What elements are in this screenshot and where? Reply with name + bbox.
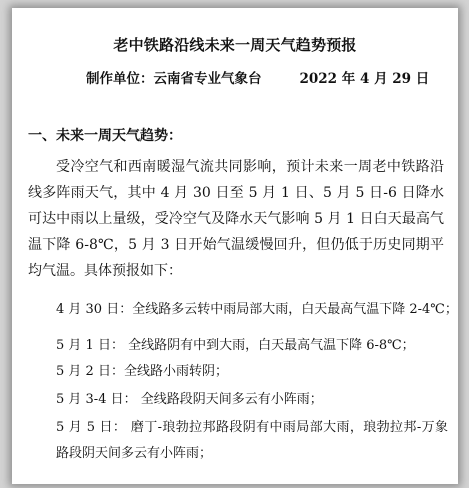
issue-date: 2022 年 4 月 29 日 bbox=[299, 71, 430, 87]
forecast-may-2: 5 月 2 日：全线路小雨转阴； bbox=[56, 364, 228, 379]
forecast-may-3-4: 5 月 3-4 日： 全线路段阴天间多云有小阵雨； bbox=[56, 392, 323, 407]
section-heading: 一、未来一周天气趋势： bbox=[28, 128, 182, 144]
issuer-line bbox=[86, 67, 429, 87]
issuer: 制作单位：云南省专业气象台 bbox=[86, 71, 262, 87]
document-page bbox=[12, 8, 458, 484]
forecast-apr-30: 4 月 30 日：全线路多云转中雨局部大雨，白天最高气温下降 2-4℃； bbox=[56, 302, 458, 317]
forecast-may-1: 5 月 1 日： 全线路阴有中到大雨，白天最高气温下降 6-8℃； bbox=[56, 338, 415, 353]
summary-paragraph: 受冷空气和西南暖湿气流共同影响，预计未来一周老中铁路沿线多阵雨天气，其中 4 月 30 日至 5 月 1 日、5 月 5 日-6 日降水可达中雨以上量级，受冷空气及降水天气影响 5 月 1 日白天最高气温下降 6-8℃，5 月 3 日开始气温缓慢回升，但仍低于历史同期平均气温。具体预报如下： bbox=[28, 159, 444, 279]
forecast-may-5: 5 月 5 日： 磨丁-琅勃拉邦路段阴有中雨局部大雨，琅勃拉邦-万象路段阴天间多云有小阵雨； bbox=[56, 420, 448, 461]
document-title: 老中铁路沿线未来一周天气趋势预报 bbox=[113, 36, 357, 54]
